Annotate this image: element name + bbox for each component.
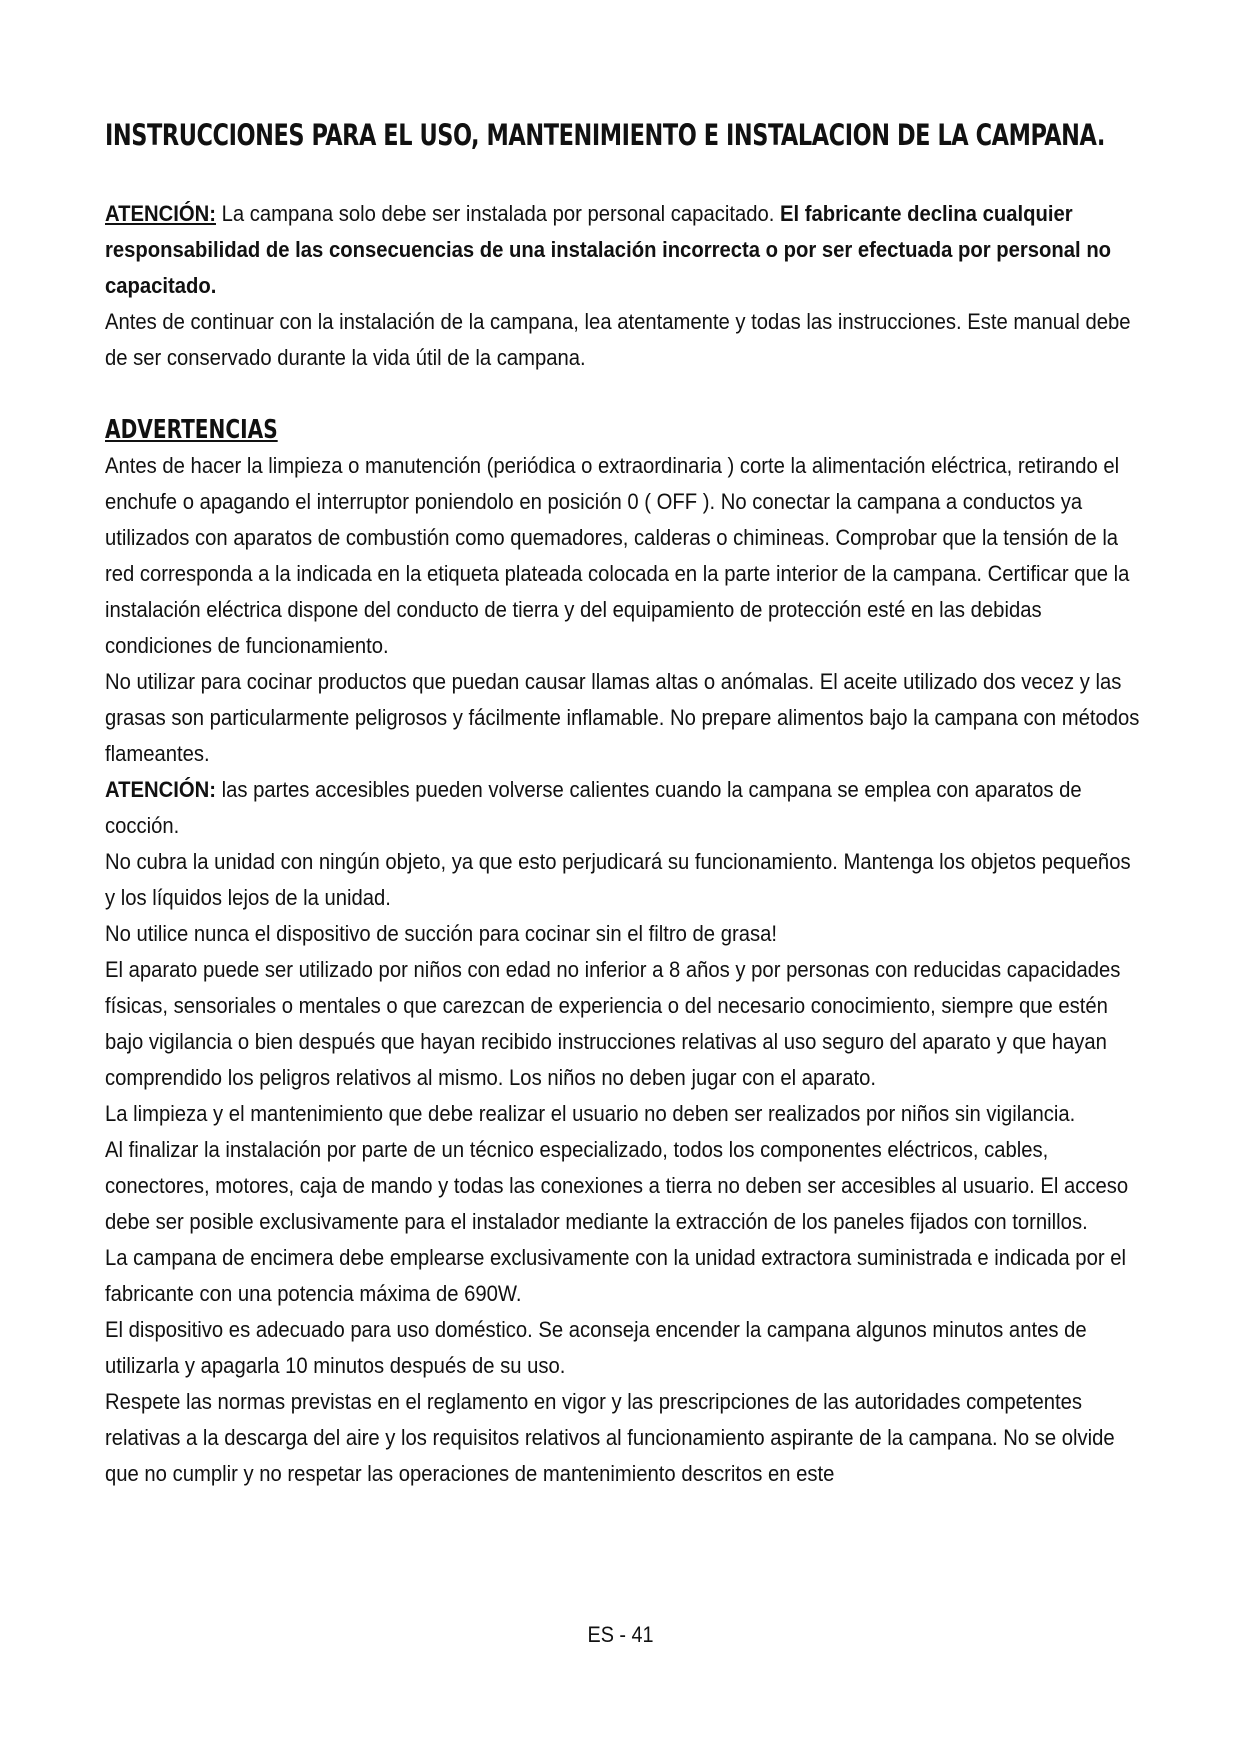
document-page: [105, 118, 1145, 1492]
warning-paragraph-11: Respete las normas previstas en el reglamento en vigor y las prescripciones de las autoridades competentes relativas a la descarga del aire y los requisitos relativos al funcionamiento aspirante de la campana. No se olvide que no cumplir y no respetar las operaciones de mantenimiento descritos en este: [105, 1389, 1115, 1486]
warnings-heading: ADVERTENCIAS: [105, 415, 278, 445]
warning-paragraph-6: El aparato puede ser utilizado por niños con edad no inferior a 8 años y por personas con reducidas capacidades físicas, sensoriales o mentales o que carezcan de experiencia o del necesario conocimiento, siempre que estén bajo vigilancia o bien después que hayan recibido instrucciones relativas al uso seguro del aparato y que hayan comprendido los peligros relativos al mismo. Los niños no deben jugar con el aparato.: [105, 957, 1121, 1090]
intro-attention-paragraph: [105, 196, 1145, 304]
page-number: ES - 41: [587, 1622, 654, 1647]
warning-paragraph-7: La limpieza y el mantenimiento que debe realizar el usuario no deben ser realizados por niños sin vigilancia.: [105, 1101, 1076, 1126]
warning-paragraph-8: Al finalizar la instalación por parte de un técnico especializado, todos los componentes eléctricos, cables, conectores, motores, caja de mando y todas las conexiones a tierra no deben ser accesibles al usuario. El acceso debe ser posible exclusivamente para el instalador mediante la extracción de los paneles fijados con tornillos.: [105, 1137, 1129, 1234]
attention-label-2: ATENCIÓN:: [105, 777, 216, 802]
warning-paragraph-2: No utilizar para cocinar productos que puedan causar llamas altas o anómalas. El aceite utilizado dos vecez y las grasas son particularmente peligrosos y fácilmente inflamable. No prepare alimentos bajo la campana con métodos flameantes.: [105, 669, 1140, 766]
warning-paragraph-3: [105, 772, 1145, 844]
warning-paragraph-4: No cubra la unidad con ningún objeto, ya que esto perjudicará su funcionamiento. Mantenga los objetos pequeños y los líquidos lejos de la unidad.: [105, 849, 1131, 910]
attention-text: La campana solo debe ser instalada por personal capacitado.: [215, 201, 780, 226]
attention-label: ATENCIÓN:: [105, 201, 216, 226]
intro-paragraph: Antes de continuar con la instalación de la campana, lea atentamente y todas las instrucciones. Este manual debe de ser conservado durante la vida útil de la campana.: [105, 309, 1131, 370]
attention-bold-text: El fabricante declina cualquier responsabilidad de las consecuencias de una instalación incorrecta o por ser efectuada por personal no capacitado.: [105, 201, 1112, 298]
warning-paragraph-9: La campana de encimera debe emplearse exclusivamente con la unidad extractora suministrada e indicada por el fabricante con una potencia máxima de 690W.: [105, 1245, 1126, 1306]
warning-paragraph-1: Antes de hacer la limpieza o manutención (periódica o extraordinaria ) corte la alimentación eléctrica, retirando el enchufe o apagando el interruptor poniendolo en posición 0 ( OFF ). No conectar la campana a conductos ya utilizados con aparatos de combustión como quemadores, calderas o chimineas. Comprobar que la tensión de la red corresponda a la indicada en la etiqueta plateada colocada en la parte interior de la campana. Certificar que la instalación eléctrica dispone del conducto de tierra y del equipamiento de protección esté en las debidas condiciones de funcionamiento.: [105, 453, 1130, 658]
warning-paragraph-10: El dispositivo es adecuado para uso doméstico. Se aconseja encender la campana algunos minutos antes de utilizarla y apagarla 10 minutos después de su uso.: [105, 1317, 1087, 1378]
warning-paragraph-5: No utilice nunca el dispositivo de succión para cocinar sin el filtro de grasa!: [105, 921, 777, 946]
page-title: INSTRUCCIONES PARA EL USO, MANTENIMIENTO E INSTALACION DE LA CAMPANA.: [105, 118, 1106, 152]
warning-paragraph-3-text: las partes accesibles pueden volverse calientes cuando la campana se emplea con aparatos de cocción.: [105, 777, 1082, 838]
